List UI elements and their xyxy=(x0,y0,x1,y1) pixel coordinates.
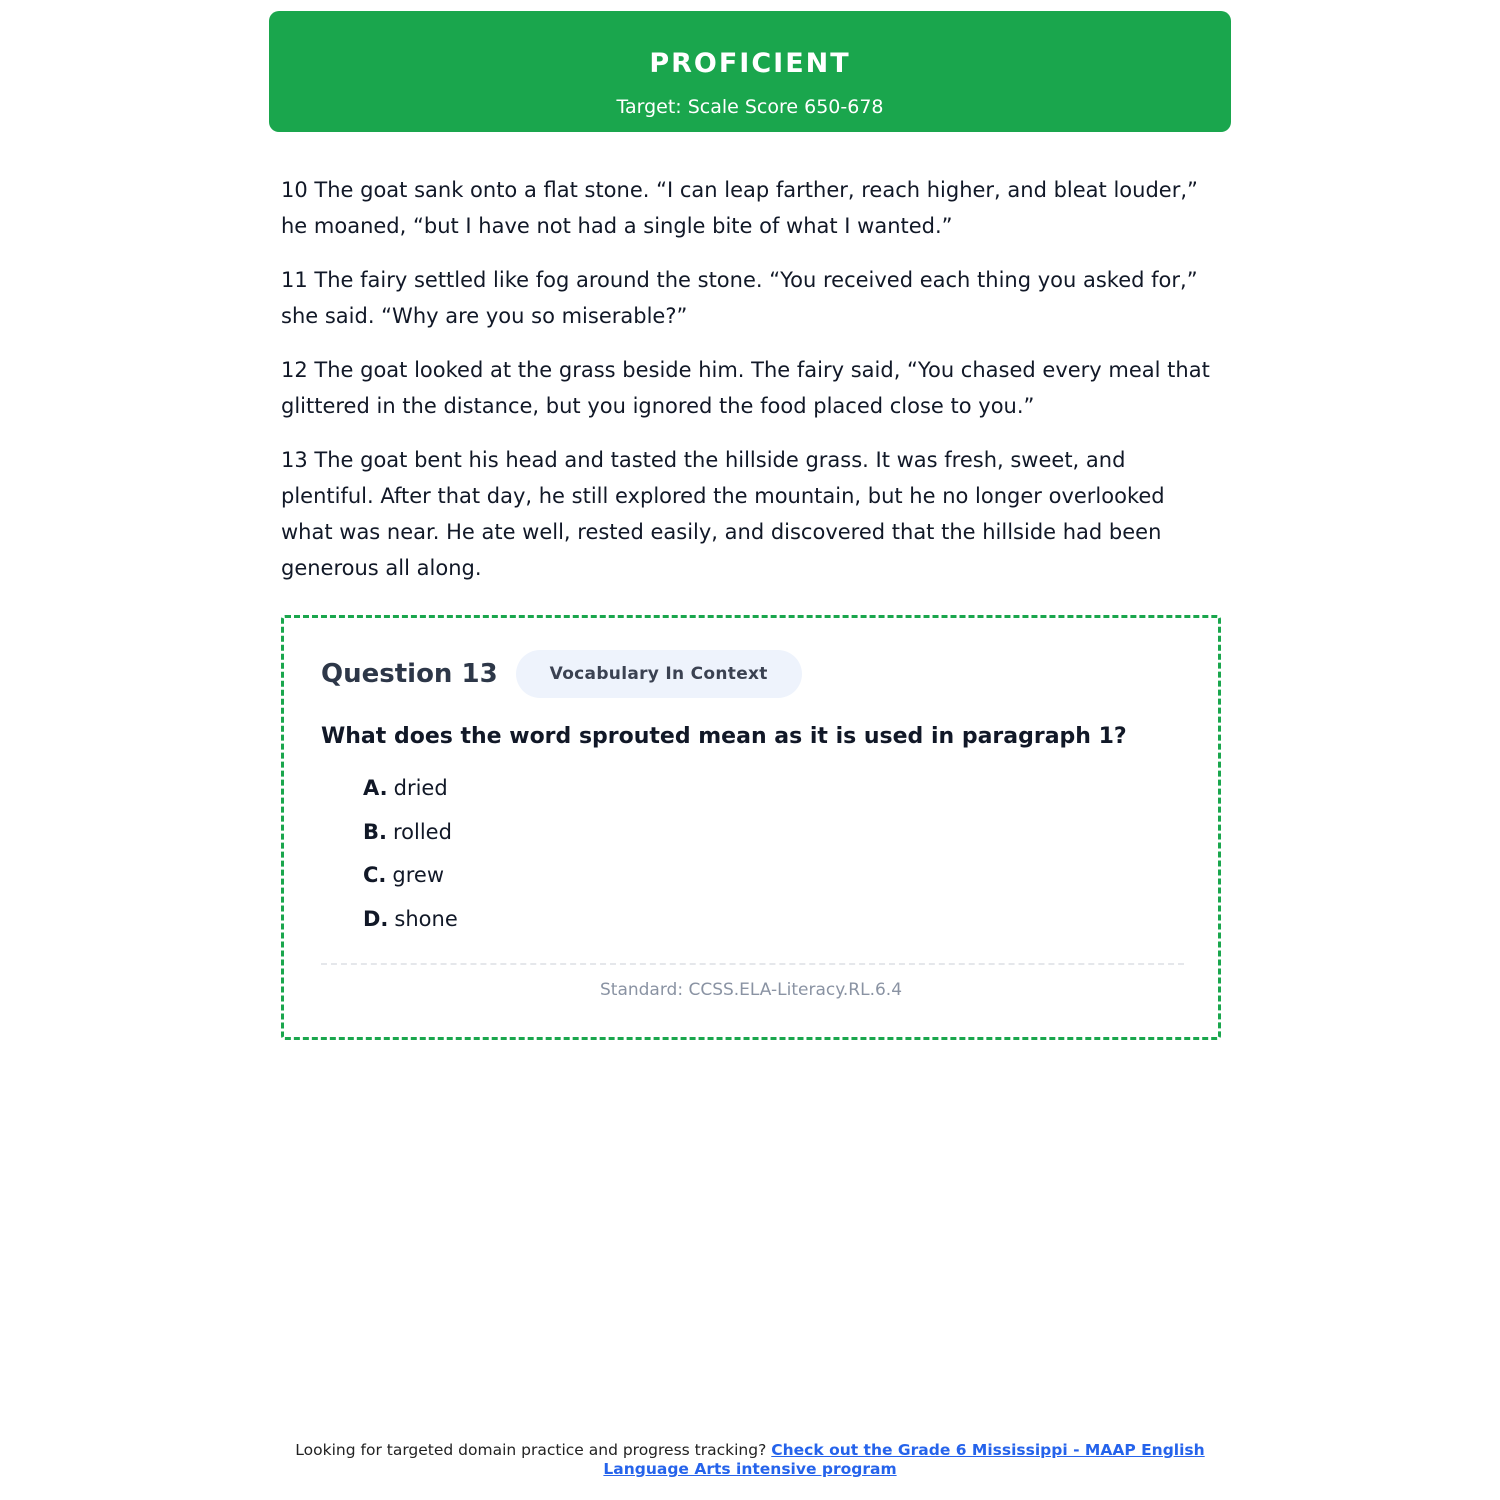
choice-letter: B. xyxy=(363,819,387,844)
question-standard: Standard: CCSS.ELA-Literacy.RL.6.4 xyxy=(599,980,903,1000)
question-prompt: What does the word sprouted mean as it is used in paragraph 1? xyxy=(321,724,1127,749)
question-card xyxy=(281,615,1221,1040)
choice-text: dried xyxy=(393,776,448,800)
target-score-range: Target: Scale Score 650-678 xyxy=(616,96,884,118)
passage-paragraph: 13 The goat bent his head and tasted the hillside grass. It was fresh, sweet, and plentiful. After that day, he still explored the mountain, but he no longer overlooked what was near. He ate well, rested easily, and discovered that the hillside had been generous all along. xyxy=(281,448,1165,580)
choice-letter: C. xyxy=(363,863,387,887)
choice-letter: A. xyxy=(363,776,388,800)
footer-text: Looking for targeted domain practice and progress tracking? xyxy=(295,1441,772,1459)
choice-text: shone xyxy=(394,906,458,931)
passage-paragraph: 12 The goat looked at the grass beside him. The fairy said, “You chased every meal that glittered in the distance, but you ignored the food placed close to you.” xyxy=(281,358,1210,418)
choice-letter: D. xyxy=(363,906,389,931)
answer-choice-b[interactable] xyxy=(363,818,458,862)
reading-passage xyxy=(281,172,1211,604)
choice-text: grew xyxy=(392,863,444,887)
choice-text: rolled xyxy=(392,819,452,844)
performance-level-banner xyxy=(269,11,1231,132)
answer-choice-a[interactable] xyxy=(363,774,458,818)
question-divider xyxy=(321,963,1184,965)
question-header xyxy=(321,650,802,698)
question-number: Question 13 xyxy=(321,659,498,689)
answer-choice-d[interactable] xyxy=(363,905,458,949)
footer-promo xyxy=(270,1441,1230,1479)
intensive-program-link[interactable]: Check out the Grade 6 Mississippi - MAAP English Language Arts intensive program xyxy=(603,1441,1205,1478)
passage-paragraph: 11 The fairy settled like fog around the stone. “You received each thing you asked for,” she said. “Why are you so miserable?” xyxy=(281,268,1198,328)
performance-level-title: PROFICIENT xyxy=(649,48,851,79)
answer-choice-c[interactable] xyxy=(363,861,458,905)
question-category-badge: Vocabulary In Context xyxy=(516,650,802,698)
answer-choices xyxy=(363,774,458,948)
passage-paragraph: 10 The goat sank onto a flat stone. “I can leap farther, reach higher, and bleat louder,” he moaned, “but I have not had a single bite of what I wanted.” xyxy=(281,178,1198,238)
